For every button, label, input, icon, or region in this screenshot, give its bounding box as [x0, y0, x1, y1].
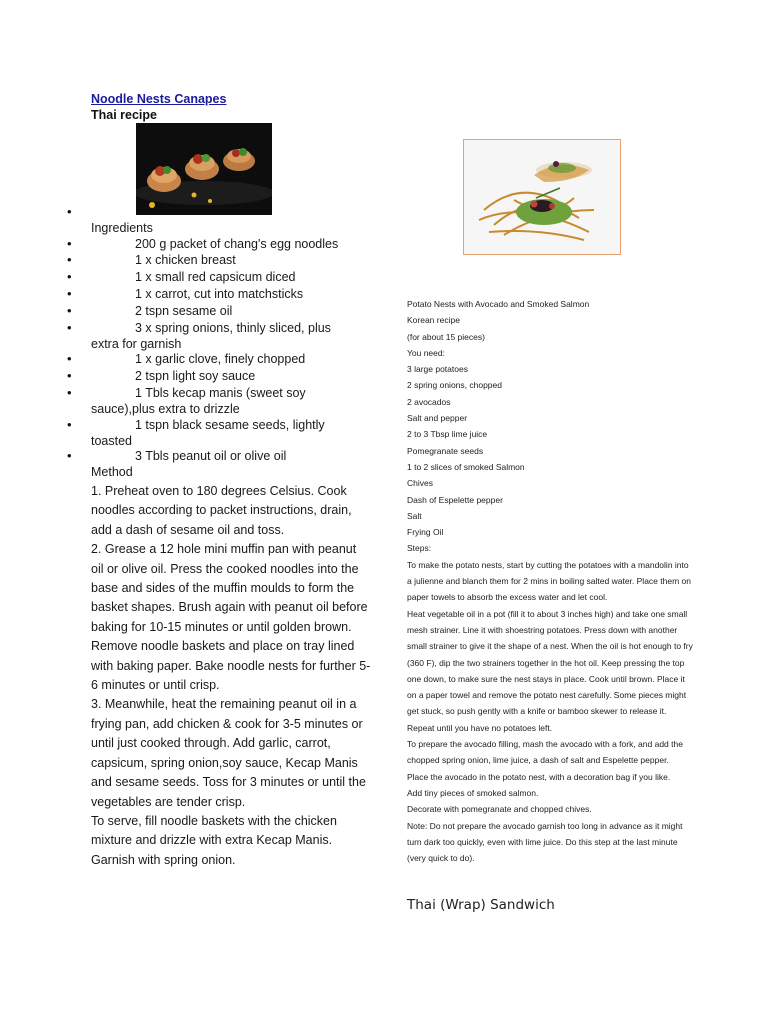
- recipe-line: Decorate with pomegranate and chopped chives.: [407, 804, 592, 815]
- recipe-line: Steps:: [407, 543, 432, 554]
- method-heading: Method: [91, 465, 133, 479]
- recipe-line: Dash of Espelette pepper: [407, 494, 503, 505]
- recipe-line: Salt and pepper: [407, 413, 468, 424]
- recipe-line: Heat vegetable oil in a pot (fill it to about 3 inches high) and take one small: [407, 608, 688, 619]
- recipe-line: Repeat until you have no potatoes left.: [407, 722, 553, 733]
- ingredient-item: 1 x chicken breast: [135, 253, 236, 267]
- recipe-line: small strainer to give it the shape of a nest. When the oil is hot enough to fry: [407, 641, 693, 652]
- bullet: •: [67, 236, 72, 251]
- ingredient-item: 2 tspn light soy sauce: [135, 369, 256, 383]
- ingredient-item: 1 x carrot, cut into matchsticks: [135, 287, 304, 301]
- bullet: •: [67, 368, 72, 383]
- recipe-line: Chives: [407, 478, 433, 489]
- recipe-line: Korean recipe: [407, 315, 460, 326]
- recipe-line: 2 avocados: [407, 396, 451, 407]
- recipe-line: one down, to make sure the nest stays in place. Cook until brown. Place it: [407, 673, 685, 684]
- potato-nest-recipe: [407, 296, 707, 866]
- recipe-line: To prepare the avocado filling, mash the avocado with a fork, and add the: [407, 739, 683, 750]
- bullet: •: [67, 448, 72, 463]
- ingredient-item: 3 Tbls peanut oil or olive oil: [135, 449, 287, 463]
- recipe-line: paper towels to absorb the excess water and let cool.: [407, 592, 608, 603]
- recipe-line: Frying Oil: [407, 527, 444, 538]
- method-step: 2. Grease a 12 hole mini muffin pan with peanut oil or olive oil. Press the cooked noodles into the base and sides of the muffin moulds to form the basket shapes. Brush again with peanut oil before baking for 10-15 minutes or until golden brown. Remove noodle baskets and place on tray lined with baking paper. Bake noodle nests for further 5- 6 minutes or until crisp.: [91, 542, 371, 693]
- bullet: •: [67, 417, 72, 432]
- recipe-line: turn dark too quickly, even with lime juice. Do this step at the last minute: [407, 836, 678, 847]
- recipe-line: Place the avocado in the potato nest, with a decoration bag if you like.: [407, 771, 671, 782]
- ingredient-item: 1 Tbls kecap manis (sweet soy: [135, 386, 306, 400]
- recipe-line: Note: Do not prepare the avocado garnish too long in advance as it might: [407, 820, 683, 831]
- bullet: •: [67, 351, 72, 366]
- bullet: •: [67, 269, 72, 284]
- recipe-line: (very quick to do).: [407, 853, 475, 864]
- recipe-subtitle: Thai recipe: [91, 108, 157, 122]
- recipe-line: (360 F), dip the two strainers together in the hot oil. Keep pressing the top: [407, 657, 685, 668]
- method-steps: [91, 482, 371, 870]
- recipe-line: You need:: [407, 347, 445, 358]
- recipe-line: a julienne and blanch them for 2 mins in boiling salted water. Place them on: [407, 576, 691, 587]
- bullet: •: [67, 320, 72, 335]
- recipe-line: Pomegranate seeds: [407, 445, 484, 456]
- ingredient-item-continued: sauce),plus extra to drizzle: [91, 402, 240, 416]
- ingredient-item: 200 g packet of chang's egg noodles: [135, 237, 339, 251]
- ingredient-item: 2 tspn sesame oil: [135, 304, 233, 318]
- bullet: •: [67, 303, 72, 318]
- ingredient-item-continued: extra for garnish: [91, 337, 182, 351]
- ingredients-heading: Ingredients: [91, 221, 153, 235]
- recipe-line: on a paper towel and remove the potato nest carefully. Some pieces might: [407, 690, 687, 701]
- recipe-title-link[interactable]: Noodle Nests Canapes: [91, 92, 227, 106]
- method-step: 1. Preheat oven to 180 degrees Celsius. Cook noodles according to packet instructions, drain, add a dash of sesame oil and toss.: [91, 484, 352, 537]
- ingredient-item-continued: toasted: [91, 434, 133, 448]
- recipe-line: (for about 15 pieces): [407, 331, 485, 342]
- ingredient-item: 1 x small red capsicum diced: [135, 270, 296, 284]
- noodle-nests-photo: [136, 123, 272, 215]
- recipe-line: get stuck, so push gently with a knife or bamboo skewer to release it.: [407, 706, 667, 717]
- recipe-line: 3 large potatoes: [407, 364, 468, 375]
- ingredient-item: 1 x garlic clove, finely chopped: [135, 352, 306, 366]
- bullet: •: [67, 286, 72, 301]
- potato-nest-photo: [463, 139, 621, 255]
- bullet: •: [67, 204, 72, 219]
- recipe-line: To make the potato nests, start by cutting the potatoes with a mandolin into: [407, 559, 689, 570]
- method-step: To serve, fill noodle baskets with the chicken mixture and drizzle with extra Kecap Manis. Garnish with spring onion.: [91, 813, 337, 867]
- recipe-line: Salt: [407, 510, 422, 521]
- recipe-line: 2 to 3 Tbsp lime juice: [407, 429, 488, 440]
- method-step: 3. Meanwhile, heat the remaining peanut oil in a frying pan, add chicken & cook for 3-5 minutes or until just cooked through. Add garlic, carrot, capsicum, spring onion,soy sauce, Kecap Manis and sesame seeds. Toss for 3 minutes or until the vegetables are tender crisp.: [91, 697, 366, 809]
- recipe-line: 1 to 2 slices of smoked Salmon: [407, 461, 525, 472]
- bullet: •: [67, 252, 72, 267]
- recipe-line: Potato Nests with Avocado and Smoked Salmon: [407, 299, 590, 309]
- recipe-line: 2 spring onions, chopped: [407, 380, 502, 391]
- bullet: •: [67, 385, 72, 400]
- ingredient-item: 1 tspn black sesame seeds, lightly: [135, 418, 325, 432]
- thai-wrap-sandwich-heading: Thai (Wrap) Sandwich: [407, 897, 555, 913]
- recipe-line: Add tiny pieces of smoked salmon.: [407, 787, 539, 798]
- ingredient-item: 3 x spring onions, thinly sliced, plus: [135, 321, 331, 335]
- recipe-line: chopped spring onion, lime juice, a dash of salt and Espelette pepper.: [407, 755, 669, 766]
- recipe-line: mesh strainer. Line it with shoestring potatoes. Press down with another: [407, 624, 678, 635]
